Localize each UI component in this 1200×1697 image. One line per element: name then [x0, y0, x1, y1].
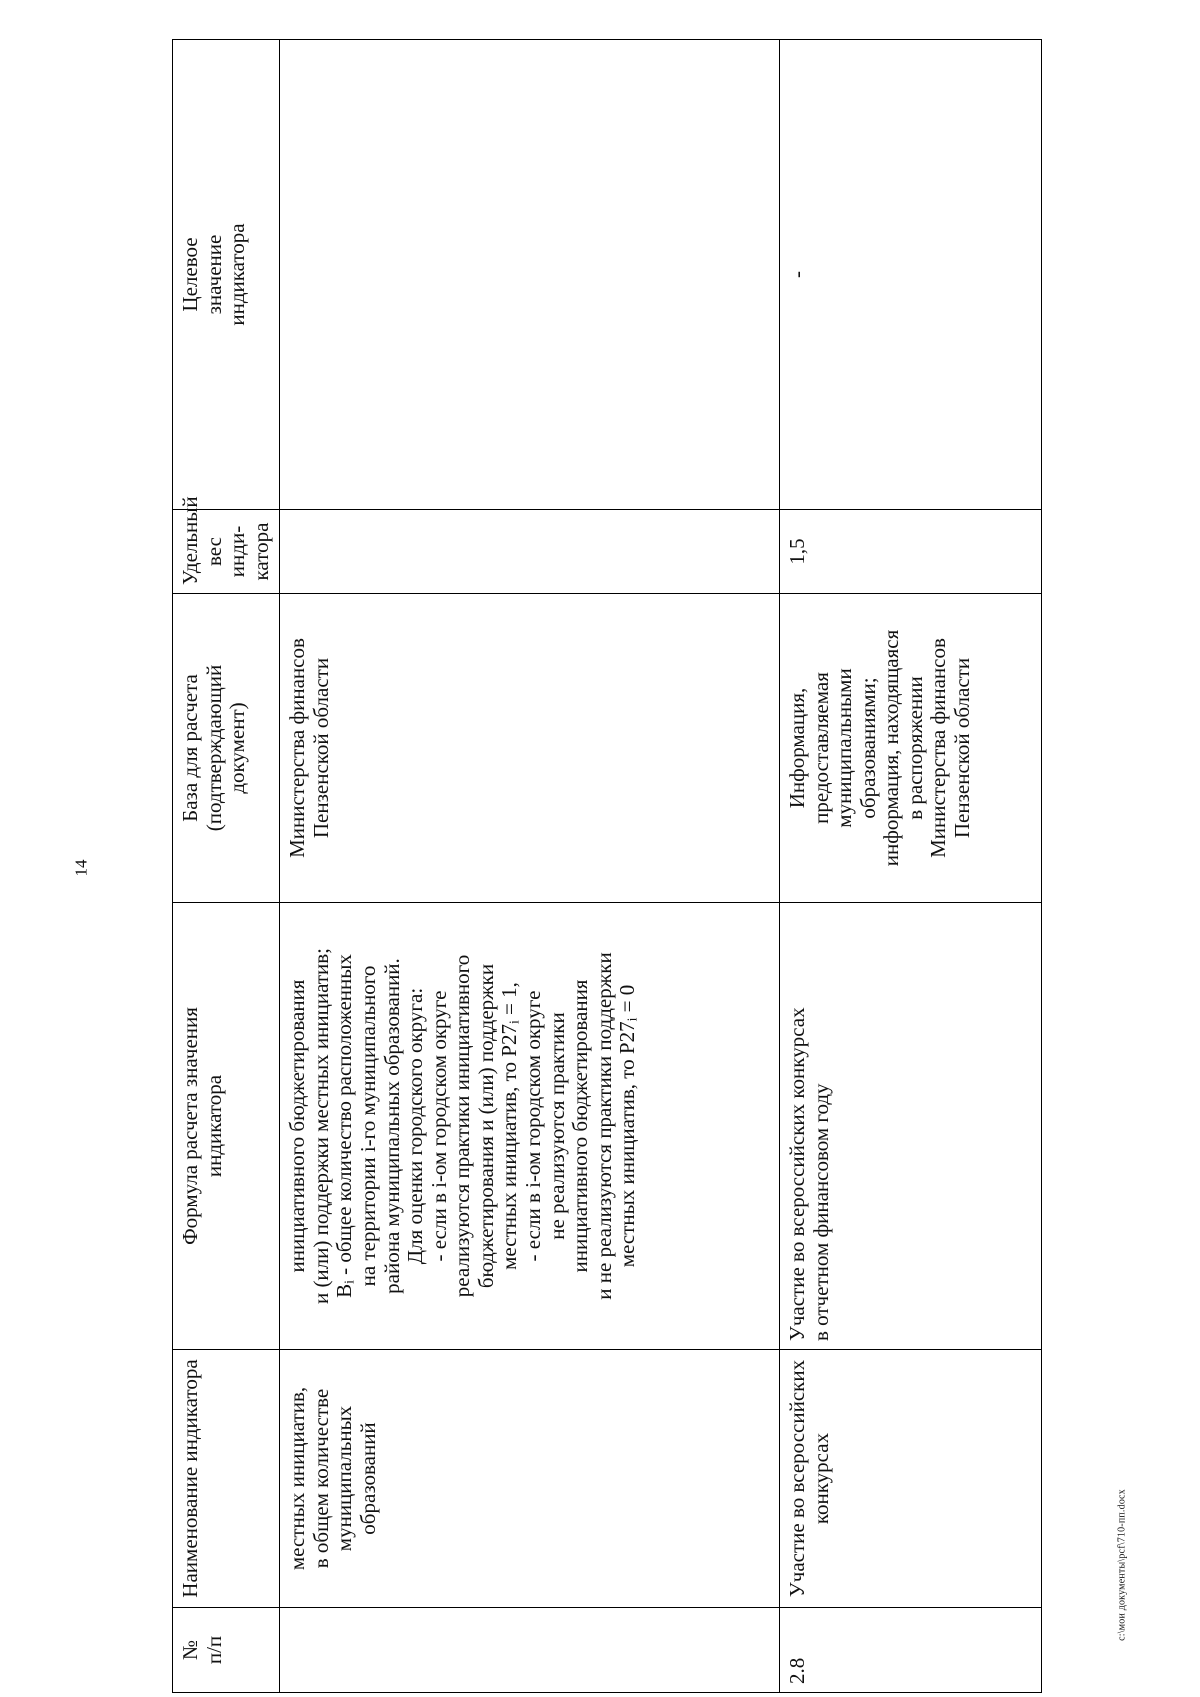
cell-text-line: и (или) поддержки местных инициатив;	[308, 947, 333, 1305]
cell-number: 2.8	[780, 1608, 1042, 1693]
header-number	[173, 1608, 280, 1693]
cell-text-line: местных инициатив, то $P27_i = 0$	[615, 984, 640, 1268]
cell-text-line: Информация,	[785, 687, 810, 809]
cell-indicator-name	[780, 1350, 1042, 1608]
cell-text-line: реализуются практики инициативного	[450, 954, 475, 1298]
indicator-table	[172, 39, 1042, 1693]
header-formula	[173, 903, 280, 1350]
cell-text-line: Наименование индикатора	[178, 1359, 202, 1598]
cell-text-line: п/п	[201, 1635, 226, 1665]
cell-text-line: вес инди-	[201, 525, 250, 578]
cell-text-line: информация, находящаяся	[879, 629, 904, 867]
cell-text-line: конкурсах	[808, 1432, 833, 1525]
footer-file-path: c:\мои документы\pcf\710-пп.docx	[1116, 1489, 1128, 1641]
cell-number	[280, 1608, 780, 1693]
cell-target-value: -	[780, 40, 1042, 510]
cell-text-line: №	[178, 1639, 202, 1661]
cell-text-line: муниципальных	[332, 1405, 357, 1552]
cell-text-line: катора	[248, 522, 273, 581]
cell-text-line: База для расчета	[178, 674, 202, 822]
cell-indicator-name	[280, 1350, 780, 1608]
cell-text-line: муниципальными	[832, 668, 857, 828]
table-row	[780, 40, 1042, 1693]
cell-target-value	[280, 40, 780, 510]
cell-text-line: в распоряжении	[902, 676, 927, 820]
cell-text-line: документ)	[225, 702, 250, 794]
cell-text-line: Участие во всероссийских конкурсах	[785, 1007, 810, 1341]
cell-text-line: Пензенской области	[949, 657, 974, 839]
cell-text-line: инициативного бюджетирования	[568, 979, 593, 1273]
cell-text-line: Формула расчета значения	[178, 1007, 202, 1245]
cell-text-line: Пензенской области	[308, 657, 333, 839]
cell-text-line: местных инициатив, то $P27_i = 1$,	[497, 982, 522, 1270]
cell-calculation-base	[280, 594, 780, 903]
cell-text-line: $B_i$ - общее количество расположенных	[332, 954, 357, 1298]
header-weight	[173, 496, 280, 594]
cell-text-line: индикатора	[225, 223, 250, 326]
cell-text-line: - если в i-ом городском округе	[426, 990, 451, 1262]
cell-text-line: образованиями;	[855, 677, 880, 819]
cell-text-line: (подтверждающий	[201, 664, 226, 832]
cell-weight	[280, 510, 780, 594]
header-target-value	[173, 40, 280, 510]
cell-text-line: Участие во всероссийских	[785, 1359, 810, 1598]
cell-text-line: местных инициатив,	[285, 1386, 310, 1571]
cell-text-line: предоставляемая	[808, 672, 833, 824]
cell-text-line: в отчетном финансовом году	[808, 1083, 833, 1341]
header-calculation-base	[173, 594, 280, 903]
cell-text-line: образований	[355, 1422, 380, 1535]
indicator-table-container	[172, 40, 1036, 1693]
indicator-table-rotated	[172, 40, 1036, 1693]
cell-text-line: района муниципальных образований.	[379, 958, 404, 1294]
table-row	[280, 40, 780, 1693]
cell-formula	[280, 903, 780, 1350]
table-header-row	[173, 40, 280, 1693]
cell-text-line: - если в i-ом городском округе	[521, 990, 546, 1262]
cell-text-line: индикатора	[201, 1074, 226, 1178]
cell-calculation-base	[780, 594, 1042, 903]
cell-text-line: не реализуются практики	[544, 1012, 569, 1240]
cell-text-line: Министерства финансов	[926, 638, 951, 858]
page-number: 14	[71, 859, 91, 877]
header-indicator-name	[173, 1350, 280, 1608]
cell-text-line: Для оценки городского округа:	[403, 987, 428, 1265]
cell-text-line: бюджетирования и (или) поддержки	[473, 963, 498, 1289]
cell-text-line: в общем количестве	[308, 1388, 333, 1569]
cell-text-line: Целевое	[178, 237, 202, 312]
cell-text-line: на территории i-го муниципального	[356, 965, 381, 1287]
cell-weight: 1,5	[780, 510, 1042, 594]
cell-text-line: Удельный	[178, 496, 202, 585]
cell-text-line: инициативного бюджетирования	[285, 979, 310, 1273]
cell-text-line: Министерства финансов	[285, 638, 310, 858]
cell-formula	[780, 903, 1042, 1350]
cell-text-line: значение	[201, 234, 226, 315]
cell-text-line: и не реализуются практики поддержки	[591, 952, 616, 1300]
